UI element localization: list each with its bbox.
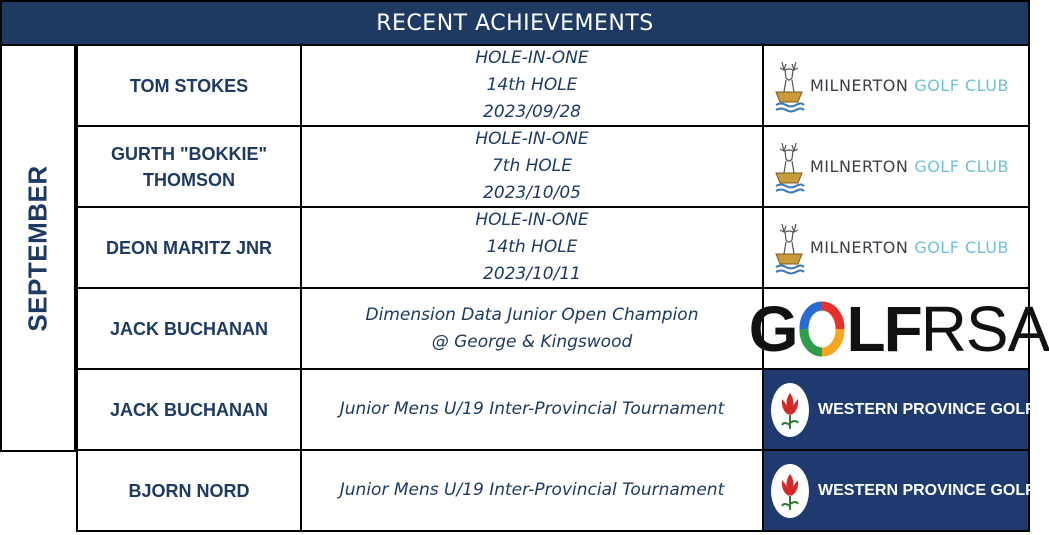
achievement-line: Dimension Data Junior Open Champion bbox=[365, 304, 699, 325]
milnerton-logo-word2: GOLF CLUB bbox=[914, 76, 1009, 95]
achievement-text bbox=[475, 45, 588, 126]
name-cell bbox=[76, 127, 302, 208]
achievement-cell bbox=[302, 46, 764, 127]
table-row bbox=[76, 370, 1035, 451]
milnerton-logo-word2: GOLF CLUB bbox=[914, 238, 1009, 257]
protea-flower-icon bbox=[770, 462, 810, 520]
rainbow-ring-icon bbox=[799, 301, 845, 357]
name-cell bbox=[76, 208, 302, 289]
milnerton-logo bbox=[764, 127, 1028, 206]
golfer-name: BJORN NORD bbox=[128, 480, 250, 501]
protea-flower-icon bbox=[770, 381, 810, 439]
achievement-line: 2023/09/28 bbox=[483, 102, 581, 122]
achievement-line: Junior Mens U/19 Inter-Provincial Tournament bbox=[339, 399, 725, 419]
milnerton-logo-word1: MILNERTON bbox=[810, 238, 909, 257]
wpgolf-label: WESTERN PROVINCE GOLF bbox=[818, 481, 1035, 499]
achievement-line: 2023/10/11 bbox=[483, 264, 581, 284]
logo-cell bbox=[748, 289, 1049, 370]
wpgolf-logo bbox=[764, 451, 1035, 530]
achievement-line: Junior Mens U/19 Inter-Provincial Tournament bbox=[339, 480, 725, 500]
achievement-line: HOLE-IN-ONE bbox=[475, 48, 589, 68]
milnerton-logo-word2: GOLF CLUB bbox=[914, 157, 1009, 176]
logo-cell bbox=[764, 208, 1030, 289]
golfrsa-rsa: RSA bbox=[920, 292, 1049, 365]
logo-cell bbox=[764, 370, 1035, 451]
month-label-cell bbox=[0, 46, 76, 452]
achievement-cell bbox=[302, 289, 764, 370]
achievement-line: HOLE-IN-ONE bbox=[475, 129, 589, 149]
table-row bbox=[76, 289, 1049, 370]
table-row bbox=[76, 46, 1030, 127]
golfrsa-logo bbox=[743, 289, 1049, 368]
page-header bbox=[0, 0, 1030, 46]
milnerton-logo bbox=[764, 46, 1028, 125]
achievement-text bbox=[340, 396, 724, 423]
golfer-name: JACK BUCHANAN bbox=[109, 399, 268, 420]
golfer-name: DEON MARITZ JNR bbox=[106, 237, 272, 258]
table-row bbox=[76, 208, 1030, 289]
wpgolf-label: WESTERN PROVINCE GOLF bbox=[818, 400, 1035, 418]
golfer-name: TOM STOKES bbox=[129, 75, 249, 96]
logo-cell bbox=[764, 46, 1030, 127]
achievement-line: HOLE-IN-ONE bbox=[475, 210, 589, 230]
name-cell bbox=[76, 370, 302, 451]
achievement-line: 7th HOLE bbox=[491, 156, 573, 176]
achievement-cell bbox=[302, 208, 764, 289]
achievement-line: @ George & Kingswood bbox=[431, 331, 633, 352]
milnerton-logo bbox=[764, 208, 1028, 287]
achievement-text bbox=[340, 477, 724, 504]
logo-cell bbox=[764, 127, 1030, 208]
milnerton-logo-word1: MILNERTON bbox=[810, 157, 909, 176]
golfer-name: JACK BUCHANAN bbox=[109, 318, 268, 339]
stag-on-boat-icon bbox=[772, 58, 806, 114]
golfrsa-f: F bbox=[883, 292, 921, 365]
achievement-line: 14th HOLE bbox=[486, 75, 578, 95]
golfrsa-g: G bbox=[748, 292, 797, 365]
achievement-text bbox=[366, 302, 699, 356]
name-cell bbox=[76, 451, 302, 532]
achievement-line: 14th HOLE bbox=[486, 237, 578, 257]
table-row bbox=[76, 451, 1035, 532]
achievement-text bbox=[475, 126, 588, 207]
logo-cell bbox=[764, 451, 1035, 532]
stag-on-boat-icon bbox=[772, 220, 806, 276]
achievement-text bbox=[475, 207, 588, 288]
name-cell bbox=[76, 289, 302, 370]
milnerton-logo-word1: MILNERTON bbox=[810, 76, 909, 95]
achievement-cell bbox=[302, 370, 764, 451]
stag-on-boat-icon bbox=[772, 139, 806, 195]
wpgolf-logo bbox=[764, 370, 1035, 449]
golfrsa-l: L bbox=[846, 292, 884, 365]
achievement-cell bbox=[302, 451, 764, 532]
name-cell bbox=[76, 46, 302, 127]
achievement-cell bbox=[302, 127, 764, 208]
achievement-line: 2023/10/05 bbox=[483, 183, 581, 203]
table-row bbox=[76, 127, 1030, 208]
month-label: SEPTEMBER bbox=[22, 164, 53, 332]
golfer-name: GURTH "BOKKIE" THOMSON bbox=[110, 143, 268, 190]
page-title: RECENT ACHIEVEMENTS bbox=[376, 10, 654, 36]
